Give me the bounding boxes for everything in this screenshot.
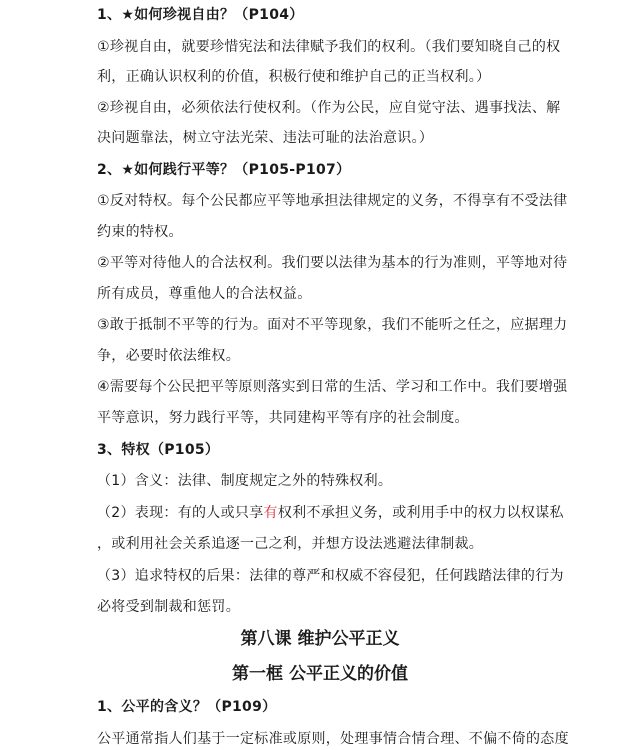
line-segment: 权利不承担义务，或利用手中的权力以权谋私 (277, 505, 564, 521)
paragraph-line: ②珍视自由，必须依法行使权利。（作为公民，应自觉守法、遇事找法、解 (97, 100, 561, 116)
paragraph-line: 公平通常指人们基于一定标准或原则，处理事情合情合理、不偏不倚的态度 (97, 731, 569, 747)
lesson-title: 第八课 维护公平正义 (240, 629, 400, 649)
paragraph-line: ④需要每个公民把平等原则落实到日常的生活、学习和工作中。我们要增强 (97, 379, 568, 395)
section-heading-freedom: 1、★如何珍视自由？（P104） (97, 7, 304, 23)
paragraph-line: ②平等对待他人的合法权利。我们要以法律为基本的行为准则，平等地对待 (97, 255, 568, 271)
paragraph-line: 利，正确认识权利的价值，积极行使和维护自己的正当权利。） (97, 69, 491, 85)
section-heading-privilege: 3、特权（P105） (97, 442, 220, 458)
paragraph-line: 争，必要时依法维权。 (97, 348, 240, 364)
paragraph-line: ①珍视自由，就要珍惜宪法和法律赋予我们的权利。（我们要知晓自己的权 (97, 39, 561, 55)
section-heading-equality: 2、★如何践行平等？（P105-P107） (97, 162, 351, 178)
paragraph-line: 决问题靠法，树立守法光荣、违法可耻的法治意识。） (97, 130, 434, 146)
section-heading-fairness: 1、公平的含义？（P109） (97, 699, 277, 715)
paragraph-line: 所有成员，尊重他人的合法权益。 (97, 286, 312, 302)
frame-title: 第一框 公平正义的价值 (232, 664, 408, 684)
highlighted-character: 有 (263, 505, 278, 521)
paragraph-line: 平等意识，努力践行平等，共同建构平等有序的社会制度。 (97, 410, 469, 426)
paragraph-line: 约束的特权。 (97, 224, 183, 240)
paragraph-line: ①反对特权。每个公民都应平等地承担法律规定的义务，不得享有不受法律 (97, 193, 568, 209)
paragraph-line-with-highlight (97, 503, 564, 523)
paragraph-line: （1）含义：法律、制度规定之外的特殊权利。 (97, 473, 393, 489)
paragraph-line: 必将受到制裁和惩罚。 (97, 599, 240, 615)
line-segment: （2）表现：有的人或只享 (97, 505, 264, 521)
paragraph-line: ③敢于抵制不平等的行为。面对不平等现象，我们不能听之任之，应据理力 (97, 317, 568, 333)
paragraph-line: ，或利用社会关系追逐一己之利，并想方设法逃避法律制裁。 (97, 536, 484, 552)
paragraph-line: （3）追求特权的后果：法律的尊严和权威不容侵犯，任何践踏法律的行为 (97, 568, 564, 584)
